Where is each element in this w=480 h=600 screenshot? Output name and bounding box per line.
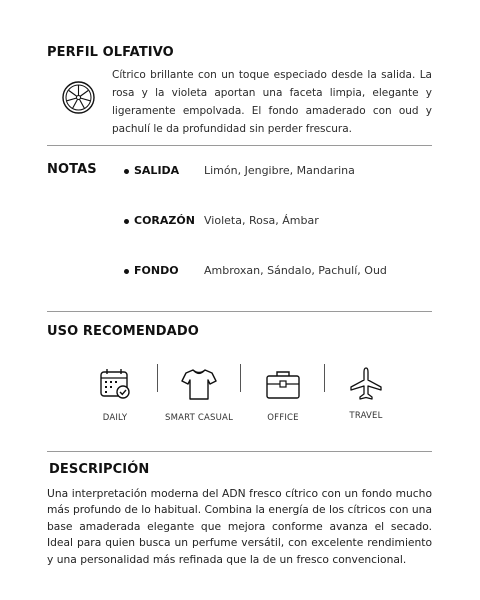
briefcase-icon [243,366,323,402]
bullet-dot [124,219,129,224]
perfil-description: Cítrico brillante con un toque especiado desde la salida. La rosa y la violeta aportan una faceta limpia, elegante y ligeramente empolvada. El fondo amaderado con oud y pachulí le da profundidad sin perder frescura. [112,69,432,135]
vertical-divider [324,364,325,392]
uso-smart-casual [159,366,239,424]
uso-office [243,366,323,424]
perfil-title: PERFIL OLFATIVO [47,45,174,60]
uso-label: SMART CASUAL [164,413,234,423]
nota-fondo [124,264,434,280]
uso-label: OFFICE [267,413,299,423]
uso-label: TRAVEL [349,411,383,421]
divider [47,451,432,452]
citrus-slice-icon [62,81,95,114]
nota-value: Ambroxan, Sándalo, Pachulí, Oud [204,264,387,277]
airplane-icon [326,366,406,402]
bullet-dot [124,269,129,274]
vertical-divider [240,364,241,392]
nota-salida [124,164,434,180]
uso-travel [326,366,406,422]
divider [47,311,432,312]
nota-value: Limón, Jengibre, Mandarina [204,164,355,177]
uso-label: DAILY [102,413,128,423]
nota-label: SALIDA [134,164,180,177]
nota-corazon [124,214,434,230]
descripcion-text: Una interpretación moderna del ADN fresco cítrico con un fondo mucho más profundo de lo habitual. Combina la energía de los cítricos con una base amaderada elegante que mejora conforme avanza el secado. Ideal para quien busca un perfume versátil, con excelente rendimiento y una personalidad más refinada que la de un fresco convencional. [47,487,432,566]
bullet-dot [124,169,129,174]
descripcion-title: DESCRIPCIÓN [49,462,150,477]
vertical-divider [157,364,158,392]
uso-title: USO RECOMENDADO [47,324,199,339]
notas-title: NOTAS [47,162,97,177]
nota-value: Violeta, Rosa, Ámbar [204,214,319,227]
nota-label: FONDO [134,264,179,277]
uso-daily [75,366,155,424]
divider [47,145,432,146]
calendar-check-icon [75,366,155,402]
tshirt-icon [159,366,239,402]
nota-label: CORAZÓN [134,214,195,227]
